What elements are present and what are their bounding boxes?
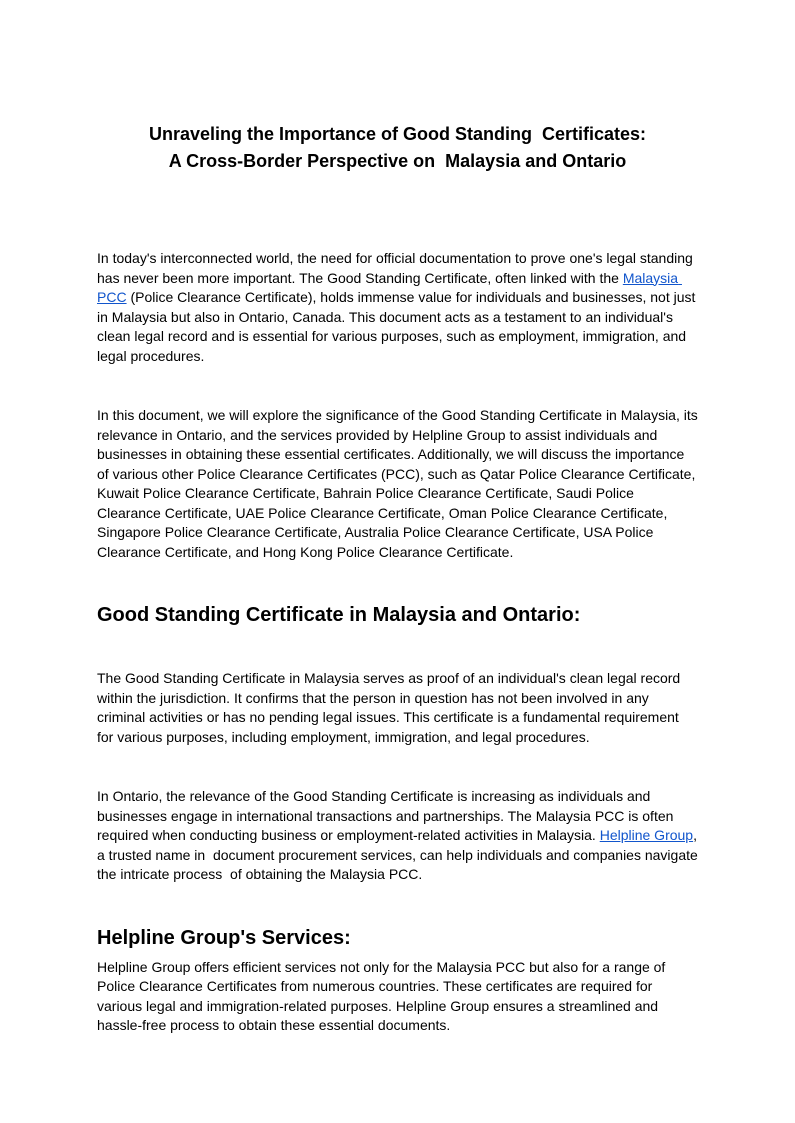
paragraph-helpline-services: Helpline Group offers efficient services not only for the Malaysia PCC but also for a range of Police Clearance Certificates from numerous countries. These certificates are required for various legal and immigration-related purposes. Helpline Group ensures a streamlined and hassle-free process to obtain these essential documents. (97, 958, 670, 1033)
ontario-text-after-link: , a trusted name in document procurement services, can help individuals and companies navigate the intricate process of obtaining the Malaysia PCC. (97, 827, 702, 882)
heading-helpline-services: Helpline Group's Services: (97, 926, 351, 949)
paragraph-malaysia-certificate: The Good Standing Certificate in Malaysia serves as proof of an individual's clean legal record within the jurisdiction. It confirms that the person in question has not been involved in any criminal activities or has no pending legal issues. This certificate is a fundamental requirement for various purposes, including employment, immigration, and legal procedures. (97, 670, 685, 745)
paragraph-intro (97, 249, 698, 366)
paragraph-ontario-relevance (97, 787, 702, 885)
intro-text-after-link: (Police Clearance Certificate), holds immense value for individuals and businesses, not just in Malaysia but also in Ontario, Canada. This document acts as a testament to an individual's clean legal record and is essential for various purposes, such as employment, immigration, and legal procedures. (97, 289, 700, 364)
malaysia-pcc-link[interactable]: Malaysia PCC (97, 269, 682, 305)
title-line-1: Unraveling the Importance of Good Standing Certificates: (148, 124, 647, 144)
paragraph-overview: In this document, we will explore the significance of the Good Standing Certificate in Malaysia, its relevance in Ontario, and the services provided by Helpline Group to assist individuals and businesses in obtaining these essential certificates. Additionally, we will discuss the importance of various other Police Clearance Certificates (PCC), such as Qatar Police Clearance Certificate, Kuwait Police Clearance Certificate, Bahrain Police Clearance Certificate, Saudi Police Clearance Certificate, UAE Police Clearance Certificate, Oman Police Clearance Certificate, Singapore Police Clearance Certificate, Australia Police Clearance Certificate, USA Police Clearance Certificate, and Hong Kong Police Clearance Certificate. (97, 407, 702, 560)
ontario-text-before-link: In Ontario, the relevance of the Good Standing Certificate is increasing as individuals and businesses engage in international transactions and partnerships. The Malaysia PCC is often required when conducting business or employment-related activities in Malaysia. (97, 788, 678, 843)
heading-malaysia-ontario: Good Standing Certificate in Malaysia and Ontario: (97, 604, 581, 626)
helpline-group-link[interactable]: Helpline Group (599, 827, 694, 843)
document-title (97, 121, 698, 175)
intro-text-before-link: In today's interconnected world, the need for official documentation to prove one's legal standing has never been more important. The Good Standing Certificate, often linked with the (97, 250, 697, 286)
title-line-2: A Cross-Border Perspective on Malaysia and Ontario (168, 151, 627, 171)
